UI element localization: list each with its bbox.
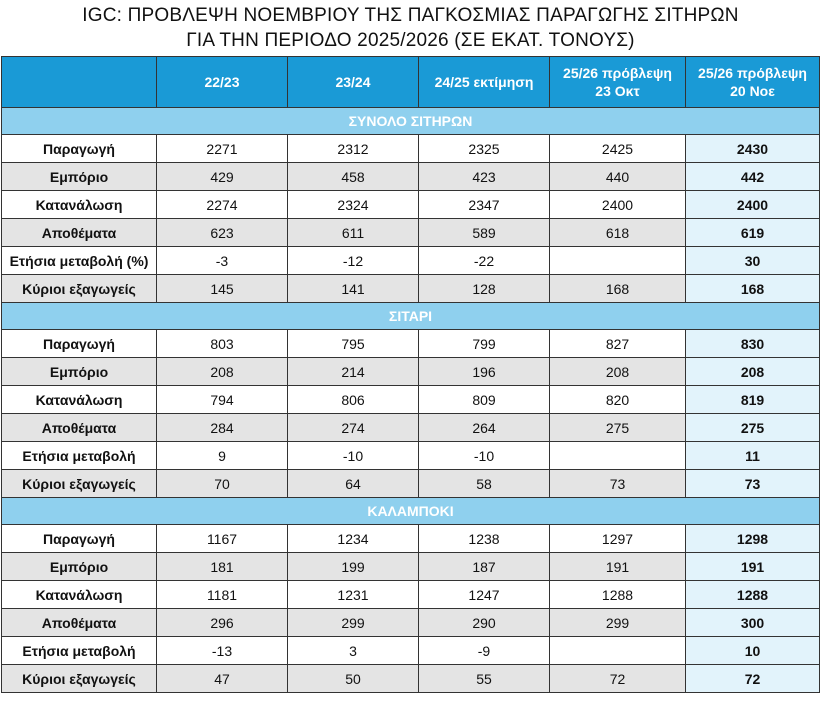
cell-22-23: 1181 xyxy=(157,581,288,609)
cell-25-26-nov: 819 xyxy=(686,386,820,414)
cell-25-26-nov: 73 xyxy=(686,470,820,498)
cell-25-26-nov: 2400 xyxy=(686,191,820,219)
cell-24-25: -9 xyxy=(419,637,550,665)
cell-23-24: 141 xyxy=(288,275,419,303)
cell-25-26-oct: 2425 xyxy=(550,135,686,163)
cell-25-26-oct xyxy=(550,247,686,275)
cell-25-26-oct: 73 xyxy=(550,470,686,498)
column-header-25-26-nov: 25/26 πρόβλεψη 20 Νοε xyxy=(686,57,820,108)
section-header-row xyxy=(2,108,820,135)
cell-23-24: 214 xyxy=(288,358,419,386)
cell-22-23: 794 xyxy=(157,386,288,414)
row-label: Αποθέματα xyxy=(2,609,157,637)
cell-24-25: 1238 xyxy=(419,525,550,553)
cell-25-26-oct: 827 xyxy=(550,330,686,358)
table-row xyxy=(2,442,820,470)
cell-24-25: 187 xyxy=(419,553,550,581)
cell-22-23: 296 xyxy=(157,609,288,637)
cell-24-25: 809 xyxy=(419,386,550,414)
row-label: Κατανάλωση xyxy=(2,386,157,414)
cell-25-26-nov: 10 xyxy=(686,637,820,665)
table-row xyxy=(2,191,820,219)
table-row xyxy=(2,135,820,163)
cell-24-25: 2325 xyxy=(419,135,550,163)
cell-23-24: 299 xyxy=(288,609,419,637)
cell-22-23: 2271 xyxy=(157,135,288,163)
table-row xyxy=(2,553,820,581)
cell-22-23: -3 xyxy=(157,247,288,275)
row-label: Παραγωγή xyxy=(2,525,157,553)
section-title: ΣΙΤΑΡΙ xyxy=(2,303,820,330)
table-row xyxy=(2,665,820,693)
row-label: Κατανάλωση xyxy=(2,191,157,219)
cell-23-24: 199 xyxy=(288,553,419,581)
table-row xyxy=(2,414,820,442)
row-label: Κύριοι εξαγωγείς xyxy=(2,665,157,693)
cell-22-23: 145 xyxy=(157,275,288,303)
cell-25-26-nov: 30 xyxy=(686,247,820,275)
cell-22-23: 284 xyxy=(157,414,288,442)
cell-25-26-oct: 1288 xyxy=(550,581,686,609)
row-label: Κατανάλωση xyxy=(2,581,157,609)
cell-24-25: 1247 xyxy=(419,581,550,609)
cell-23-24: -12 xyxy=(288,247,419,275)
cell-22-23: 1167 xyxy=(157,525,288,553)
cell-24-25: 423 xyxy=(419,163,550,191)
cell-23-24: 2312 xyxy=(288,135,419,163)
cell-25-26-nov: 2430 xyxy=(686,135,820,163)
cell-23-24: -10 xyxy=(288,442,419,470)
cell-23-24: 2324 xyxy=(288,191,419,219)
cell-22-23: 429 xyxy=(157,163,288,191)
cell-24-25: 58 xyxy=(419,470,550,498)
cell-24-25: 196 xyxy=(419,358,550,386)
section-title: ΚΑΛΑΜΠΟΚΙ xyxy=(2,498,820,525)
cell-25-26-oct: 208 xyxy=(550,358,686,386)
cell-25-26-nov: 1298 xyxy=(686,525,820,553)
title-line-1: IGC: ΠΡΟΒΛΕΨΗ ΝΟΕΜΒΡΙΟΥ ΤΗΣ ΠΑΓΚΟΣΜΙΑΣ ΠΑΡΑΓΩΓΗΣ ΣΙΤΗΡΩΝ xyxy=(82,5,739,26)
cell-23-24: 611 xyxy=(288,219,419,247)
row-label: Εμπόριο xyxy=(2,358,157,386)
cell-25-26-oct: 299 xyxy=(550,609,686,637)
table-row xyxy=(2,609,820,637)
cell-25-26-oct: 275 xyxy=(550,414,686,442)
section-header-row xyxy=(2,498,820,525)
cell-25-26-nov: 442 xyxy=(686,163,820,191)
cell-25-26-oct: 820 xyxy=(550,386,686,414)
column-header-22-23: 22/23 xyxy=(157,57,288,108)
section-header-row xyxy=(2,303,820,330)
section-title: ΣΥΝΟΛΟ ΣΙΤΗΡΩΝ xyxy=(2,108,820,135)
cell-24-25: -10 xyxy=(419,442,550,470)
cell-25-26-nov: 300 xyxy=(686,609,820,637)
table-row xyxy=(2,330,820,358)
page-title xyxy=(0,0,821,53)
cell-25-26-oct xyxy=(550,442,686,470)
cell-22-23: 9 xyxy=(157,442,288,470)
column-header-25-26-oct: 25/26 πρόβλεψη 23 Οκτ xyxy=(550,57,686,108)
data-table xyxy=(1,56,820,693)
cell-23-24: 806 xyxy=(288,386,419,414)
cell-25-26-oct: 191 xyxy=(550,553,686,581)
table-row xyxy=(2,275,820,303)
cell-22-23: 208 xyxy=(157,358,288,386)
cell-24-25: 55 xyxy=(419,665,550,693)
row-label: Κύριοι εξαγωγείς xyxy=(2,275,157,303)
column-header-23-24: 23/24 xyxy=(288,57,419,108)
cell-22-23: -13 xyxy=(157,637,288,665)
cell-22-23: 47 xyxy=(157,665,288,693)
cell-23-24: 50 xyxy=(288,665,419,693)
row-label: Κύριοι εξαγωγείς xyxy=(2,470,157,498)
cell-25-26-oct: 1297 xyxy=(550,525,686,553)
cell-25-26-oct: 168 xyxy=(550,275,686,303)
cell-25-26-nov: 208 xyxy=(686,358,820,386)
cell-24-25: 290 xyxy=(419,609,550,637)
cell-24-25: 2347 xyxy=(419,191,550,219)
cell-24-25: 128 xyxy=(419,275,550,303)
row-label: Εμπόριο xyxy=(2,553,157,581)
cell-25-26-nov: 11 xyxy=(686,442,820,470)
row-label: Εμπόριο xyxy=(2,163,157,191)
cell-25-26-nov: 191 xyxy=(686,553,820,581)
cell-24-25: 799 xyxy=(419,330,550,358)
cell-23-24: 458 xyxy=(288,163,419,191)
cell-25-26-nov: 72 xyxy=(686,665,820,693)
row-label: Ετήσια μεταβολή xyxy=(2,442,157,470)
header-row xyxy=(2,57,820,108)
cell-24-25: 264 xyxy=(419,414,550,442)
cell-22-23: 803 xyxy=(157,330,288,358)
row-label: Ετήσια μεταβολή (%) xyxy=(2,247,157,275)
cell-22-23: 623 xyxy=(157,219,288,247)
row-label: Αποθέματα xyxy=(2,414,157,442)
table-row xyxy=(2,163,820,191)
cell-24-25: -22 xyxy=(419,247,550,275)
cell-25-26-nov: 275 xyxy=(686,414,820,442)
cell-25-26-nov: 168 xyxy=(686,275,820,303)
cell-25-26-nov: 830 xyxy=(686,330,820,358)
cell-23-24: 1234 xyxy=(288,525,419,553)
cell-25-26-oct: 618 xyxy=(550,219,686,247)
row-label: Παραγωγή xyxy=(2,330,157,358)
cell-25-26-oct: 2400 xyxy=(550,191,686,219)
table-row xyxy=(2,386,820,414)
table-row xyxy=(2,525,820,553)
cell-22-23: 2274 xyxy=(157,191,288,219)
cell-25-26-nov: 619 xyxy=(686,219,820,247)
cell-25-26-oct: 440 xyxy=(550,163,686,191)
cell-22-23: 181 xyxy=(157,553,288,581)
table-row xyxy=(2,637,820,665)
table-row xyxy=(2,358,820,386)
cell-24-25: 589 xyxy=(419,219,550,247)
row-label: Αποθέματα xyxy=(2,219,157,247)
row-label: Ετήσια μεταβολή xyxy=(2,637,157,665)
row-label: Παραγωγή xyxy=(2,135,157,163)
title-line-2: ΓΙΑ ΤΗΝ ΠΕΡΙΟΔΟ 2025/2026 (ΣΕ ΕΚΑΤ. ΤΟΝΟΥΣ) xyxy=(186,30,635,51)
cell-25-26-nov: 1288 xyxy=(686,581,820,609)
cell-25-26-oct xyxy=(550,637,686,665)
cell-23-24: 64 xyxy=(288,470,419,498)
table-row xyxy=(2,247,820,275)
cell-23-24: 1231 xyxy=(288,581,419,609)
cell-23-24: 3 xyxy=(288,637,419,665)
column-header-24-25: 24/25 εκτίμηση xyxy=(419,57,550,108)
column-header-label xyxy=(2,57,157,108)
table-row xyxy=(2,581,820,609)
table-row xyxy=(2,470,820,498)
cell-22-23: 70 xyxy=(157,470,288,498)
cell-23-24: 274 xyxy=(288,414,419,442)
cell-23-24: 795 xyxy=(288,330,419,358)
table-row xyxy=(2,219,820,247)
cell-25-26-oct: 72 xyxy=(550,665,686,693)
